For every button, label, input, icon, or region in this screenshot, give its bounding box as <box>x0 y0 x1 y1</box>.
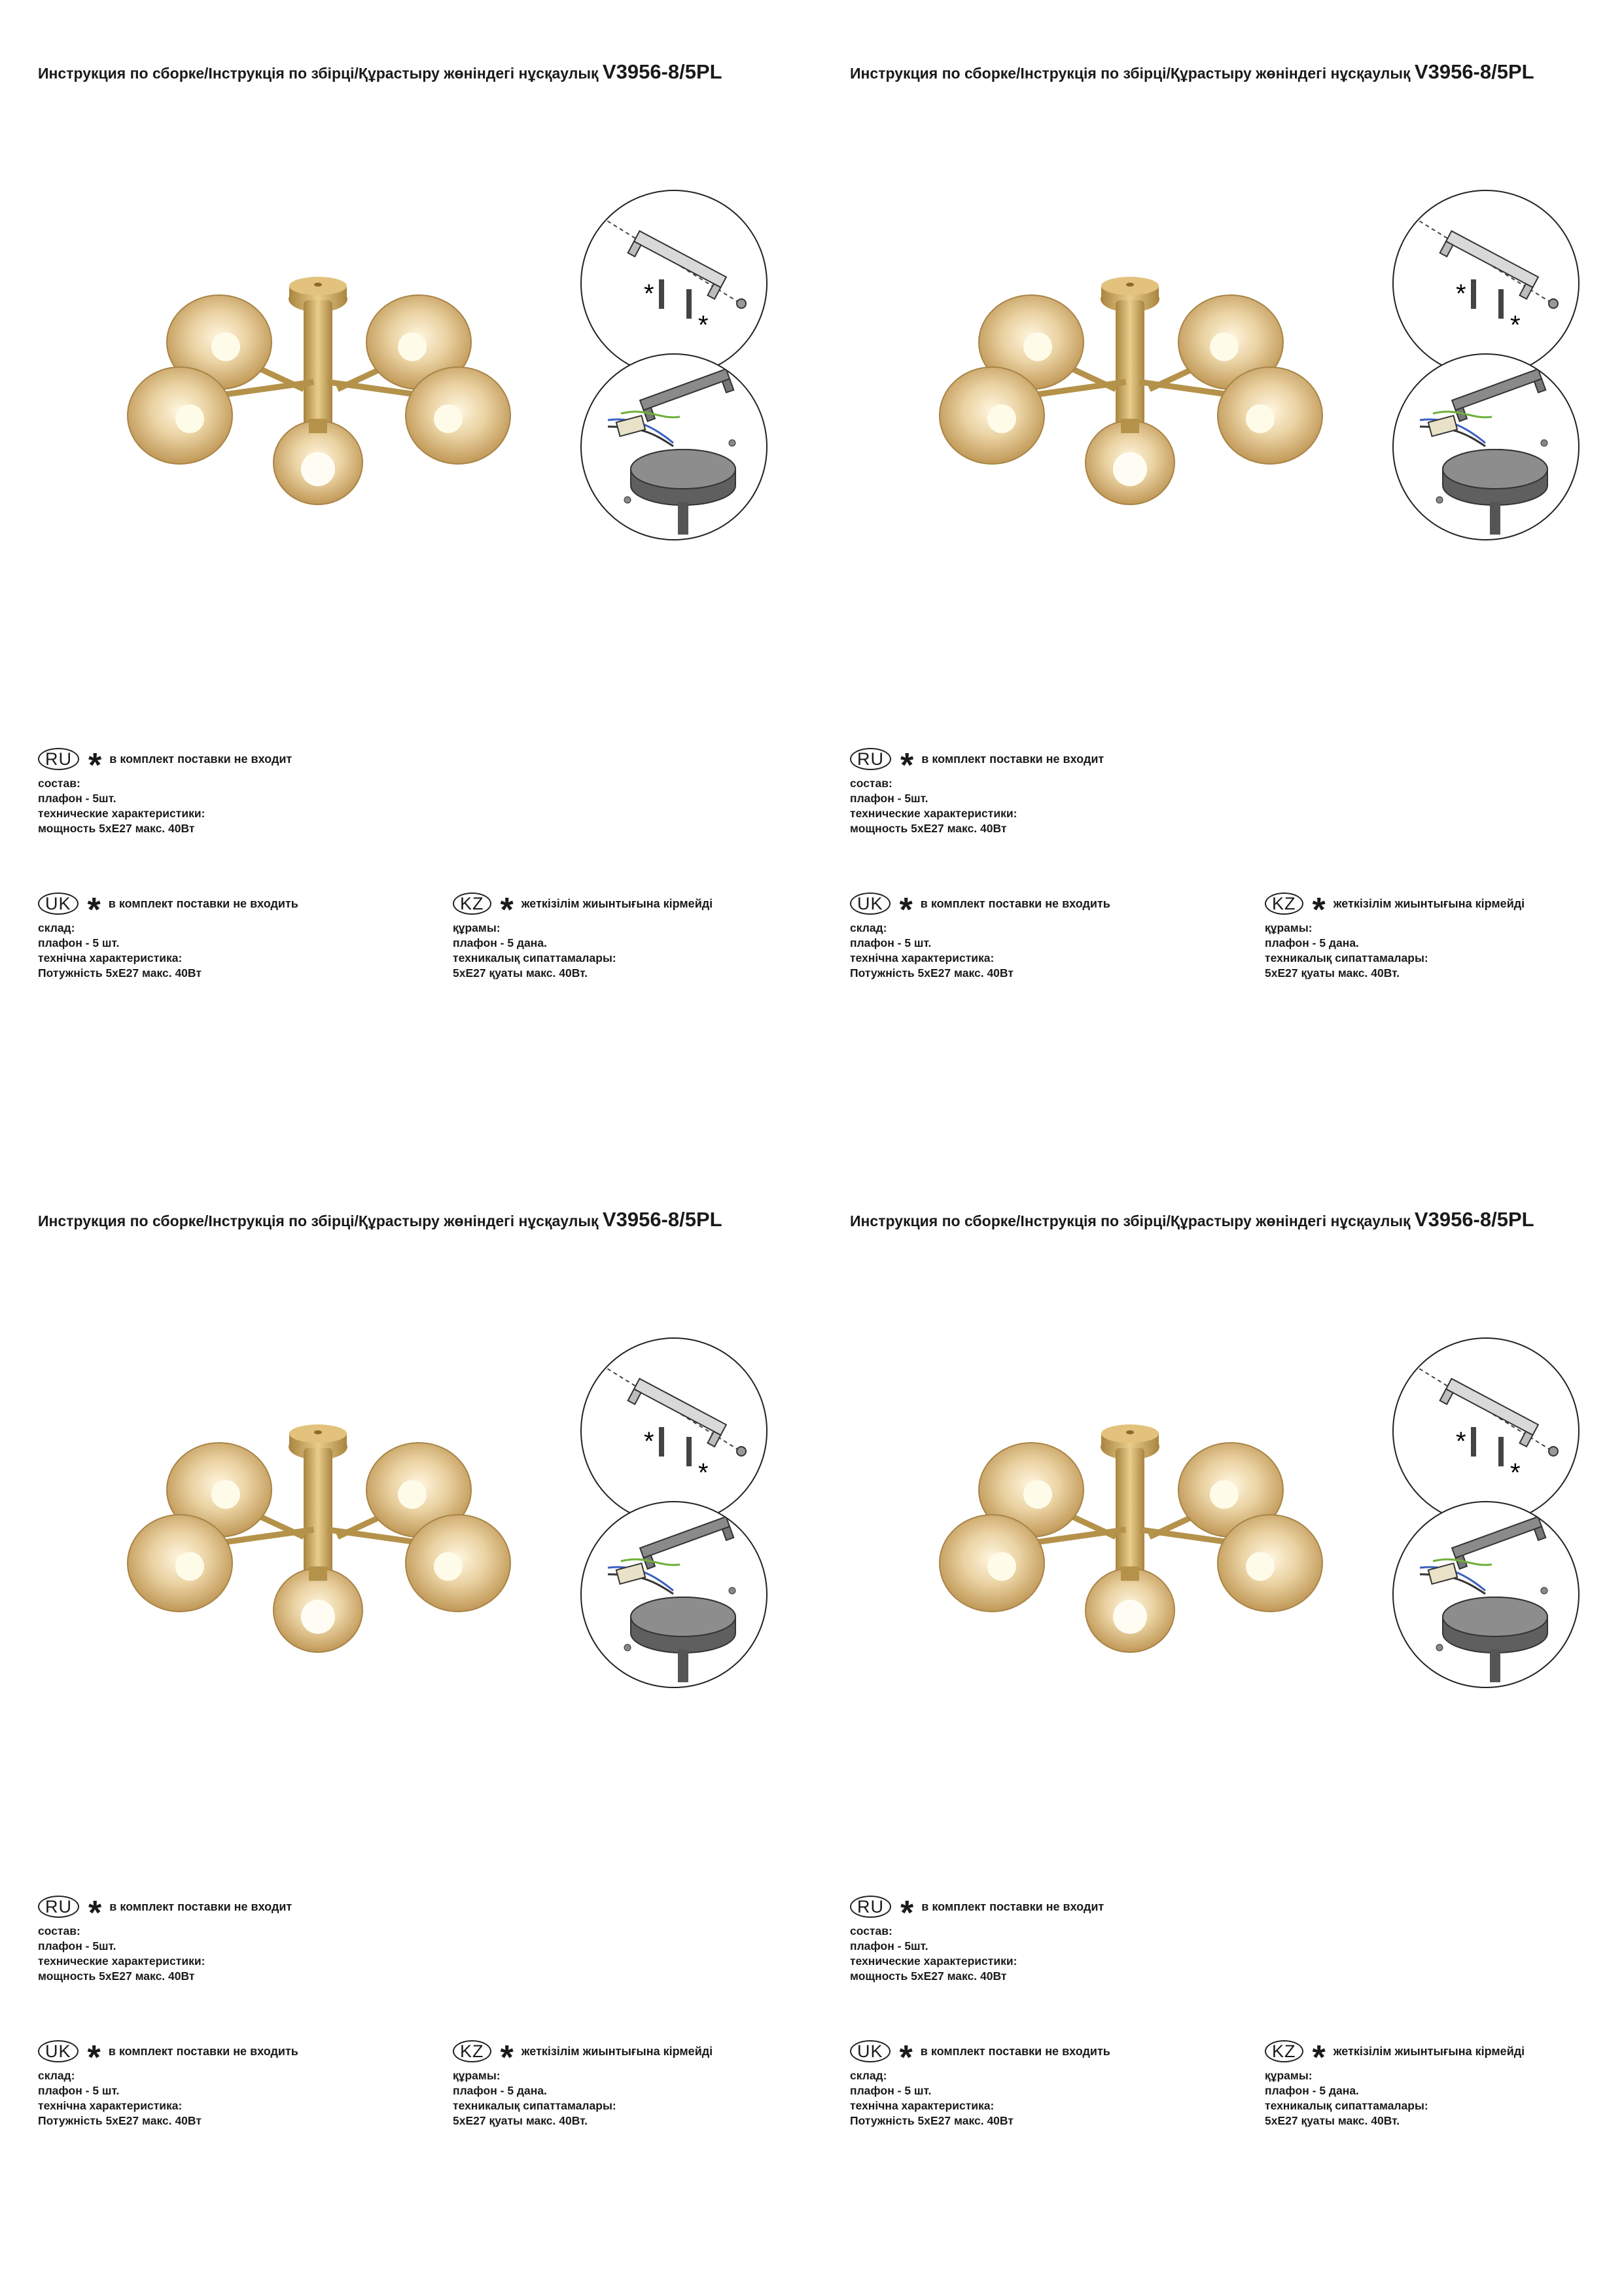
ru-line: плафон - 5шт. <box>38 1939 116 1952</box>
glass-shade <box>1218 367 1322 464</box>
instruction-title <box>38 1208 722 1231</box>
ru-line: мощность 5xE27 макс. 40Вт <box>38 1969 195 1983</box>
uk-line: технічна характеристика: <box>38 951 183 964</box>
asterisk-mark: * <box>87 2039 101 2077</box>
ru-line: плафон - 5шт. <box>850 792 928 805</box>
ru-section <box>38 745 292 836</box>
kz-badge: KZ <box>453 892 491 915</box>
kz-section <box>1265 889 1525 981</box>
uk-line: плафон - 5 шт. <box>38 2084 120 2097</box>
kz-line: техникалық сипаттамалары: <box>453 2099 616 2112</box>
asterisk-mark: * <box>1312 2039 1326 2077</box>
kz-line: құрамы: <box>453 921 501 934</box>
glass-shade <box>406 367 510 464</box>
asterisk-mark: * <box>899 891 913 929</box>
kz-badge: KZ <box>1265 892 1303 915</box>
glass-shade <box>940 1515 1044 1612</box>
ru-line: мощность 5xE27 макс. 40Вт <box>850 1969 1007 1983</box>
kz-note: жеткізілім жиынтығына кірмейді <box>1333 2044 1525 2058</box>
uk-line: склад: <box>38 921 75 934</box>
mounting-bracket-diagram <box>580 190 768 377</box>
uk-line: склад: <box>850 2069 887 2082</box>
title-text: Инструкция по сборке/Інструкція по збірці/Құрастыру жөніндегі нұсқаулық <box>850 1212 1411 1229</box>
ru-section <box>850 1892 1104 1984</box>
mount-mark: * <box>1456 1427 1466 1456</box>
ru-section <box>850 745 1104 836</box>
uk-note: в комплект поставки не входить <box>920 896 1110 910</box>
mounting-bracket-diagram <box>1392 190 1580 377</box>
uk-note: в комплект поставки не входить <box>108 896 298 910</box>
kz-line: 5xE27 қуаты макс. 40Вт. <box>1265 966 1400 980</box>
ru-line: технические характеристики: <box>38 807 205 820</box>
glass-shade <box>1218 1515 1322 1612</box>
ru-badge: RU <box>38 1896 79 1918</box>
glass-shade <box>128 1515 232 1612</box>
kz-note: жеткізілім жиынтығына кірмейді <box>521 896 713 910</box>
ru-line: технические характеристики: <box>850 1954 1017 1968</box>
uk-line: Потужність 5xE27 макс. 40Вт <box>38 2114 202 2127</box>
kz-line: құрамы: <box>1265 921 1313 934</box>
ru-line: состав: <box>850 1924 892 1937</box>
uk-section <box>850 889 1110 981</box>
uk-line: технічна характеристика: <box>850 2099 995 2112</box>
instruction-sheet <box>812 1148 1624 2295</box>
uk-line: склад: <box>38 2069 75 2082</box>
title-text: Инструкция по сборке/Інструкція по збірці/Құрастыру жөніндегі нұсқаулық <box>38 1212 599 1229</box>
uk-badge: UK <box>38 892 79 915</box>
asterisk-mark: * <box>87 891 101 929</box>
wiring-diagram <box>1392 353 1580 540</box>
kz-line: 5xE27 қуаты макс. 40Вт. <box>453 966 588 980</box>
kz-badge: KZ <box>453 2040 491 2062</box>
wiring-diagram <box>1392 1501 1580 1688</box>
ru-note: в комплект поставки не входит <box>921 752 1104 766</box>
mount-mark: * <box>698 1458 709 1487</box>
glass-shade <box>128 367 232 464</box>
kz-line: құрамы: <box>453 2069 501 2082</box>
ru-note: в комплект поставки не входит <box>109 1899 292 1913</box>
uk-line: Потужність 5xE27 макс. 40Вт <box>38 966 202 980</box>
asterisk-mark: * <box>500 891 514 929</box>
glass-shade <box>274 419 362 504</box>
ru-line: плафон - 5шт. <box>850 1939 928 1952</box>
chandelier-image <box>930 1406 1335 1655</box>
kz-section <box>453 889 713 981</box>
chandelier-image <box>930 258 1335 507</box>
uk-line: технічна характеристика: <box>850 951 995 964</box>
chandelier-image <box>118 258 523 507</box>
ru-section <box>38 1892 292 1984</box>
mount-mark: * <box>644 1427 654 1456</box>
ru-note: в комплект поставки не входит <box>921 1899 1104 1913</box>
ru-line: мощность 5xE27 макс. 40Вт <box>850 822 1007 835</box>
ru-line: состав: <box>38 777 80 790</box>
model-number: V3956-8/5PL <box>602 60 722 83</box>
ru-badge: RU <box>850 1896 891 1918</box>
instruction-title <box>850 60 1534 84</box>
ru-line: технические характеристики: <box>850 807 1017 820</box>
kz-line: құрамы: <box>1265 2069 1313 2082</box>
kz-line: плафон - 5 дана. <box>453 2084 547 2097</box>
uk-note: в комплект поставки не входить <box>920 2044 1110 2058</box>
ru-line: состав: <box>850 777 892 790</box>
glass-shade <box>940 367 1044 464</box>
uk-line: плафон - 5 шт. <box>850 2084 932 2097</box>
uk-badge: UK <box>850 892 891 915</box>
kz-section <box>453 2037 713 2128</box>
asterisk-mark: * <box>88 747 102 785</box>
kz-badge: KZ <box>1265 2040 1303 2062</box>
asterisk-mark: * <box>88 1894 102 1932</box>
asterisk-mark: * <box>1312 891 1326 929</box>
kz-line: плафон - 5 дана. <box>453 936 547 949</box>
asterisk-mark: * <box>899 2039 913 2077</box>
mount-mark: * <box>644 279 654 308</box>
kz-line: 5xE27 қуаты макс. 40Вт. <box>1265 2114 1400 2127</box>
model-number: V3956-8/5PL <box>1414 1208 1534 1231</box>
title-text: Инструкция по сборке/Інструкція по збірці/Құрастыру жөніндегі нұсқаулық <box>38 65 599 82</box>
uk-line: плафон - 5 шт. <box>850 936 932 949</box>
kz-note: жеткізілім жиынтығына кірмейді <box>1333 896 1525 910</box>
instruction-sheet <box>812 0 1624 1148</box>
glass-shade <box>274 1566 362 1652</box>
uk-badge: UK <box>38 2040 79 2062</box>
uk-section <box>38 2037 298 2128</box>
mount-mark: * <box>1510 311 1521 340</box>
uk-note: в комплект поставки не входить <box>108 2044 298 2058</box>
uk-line: Потужність 5xE27 макс. 40Вт <box>850 2114 1014 2127</box>
mount-mark: * <box>1456 279 1466 308</box>
uk-line: технічна характеристика: <box>38 2099 183 2112</box>
ru-badge: RU <box>38 748 79 770</box>
mount-mark: * <box>1510 1458 1521 1487</box>
kz-line: техникалық сипаттамалары: <box>453 951 616 964</box>
uk-badge: UK <box>850 2040 891 2062</box>
ru-line: мощность 5xE27 макс. 40Вт <box>38 822 195 835</box>
instruction-title <box>38 60 722 84</box>
kz-note: жеткізілім жиынтығына кірмейді <box>521 2044 713 2058</box>
kz-line: техникалық сипаттамалары: <box>1265 951 1428 964</box>
instruction-title <box>850 1208 1534 1231</box>
uk-section <box>850 2037 1110 2128</box>
ru-line: состав: <box>38 1924 80 1937</box>
uk-line: Потужність 5xE27 макс. 40Вт <box>850 966 1014 980</box>
mounting-bracket-diagram <box>580 1337 768 1525</box>
ru-badge: RU <box>850 748 891 770</box>
ru-line: технические характеристики: <box>38 1954 205 1968</box>
instruction-sheet <box>0 0 812 1148</box>
chandelier-image <box>118 1406 523 1655</box>
wiring-diagram <box>580 353 768 540</box>
glass-shade <box>1086 1566 1174 1652</box>
kz-line: 5xE27 қуаты макс. 40Вт. <box>453 2114 588 2127</box>
uk-section <box>38 889 298 981</box>
wiring-diagram <box>580 1501 768 1688</box>
ru-note: в комплект поставки не входит <box>109 752 292 766</box>
uk-line: склад: <box>850 921 887 934</box>
kz-line: плафон - 5 дана. <box>1265 2084 1359 2097</box>
uk-line: плафон - 5 шт. <box>38 936 120 949</box>
kz-line: техникалық сипаттамалары: <box>1265 2099 1428 2112</box>
ru-line: плафон - 5шт. <box>38 792 116 805</box>
asterisk-mark: * <box>900 747 914 785</box>
kz-section <box>1265 2037 1525 2128</box>
title-text: Инструкция по сборке/Інструкція по збірці/Құрастыру жөніндегі нұсқаулық <box>850 65 1411 82</box>
glass-shade <box>406 1515 510 1612</box>
asterisk-mark: * <box>900 1894 914 1932</box>
instruction-sheet <box>0 1148 812 2295</box>
glass-shade <box>1086 419 1174 504</box>
model-number: V3956-8/5PL <box>602 1208 722 1231</box>
mount-mark: * <box>698 311 709 340</box>
asterisk-mark: * <box>500 2039 514 2077</box>
model-number: V3956-8/5PL <box>1414 60 1534 83</box>
kz-line: плафон - 5 дана. <box>1265 936 1359 949</box>
mounting-bracket-diagram <box>1392 1337 1580 1525</box>
